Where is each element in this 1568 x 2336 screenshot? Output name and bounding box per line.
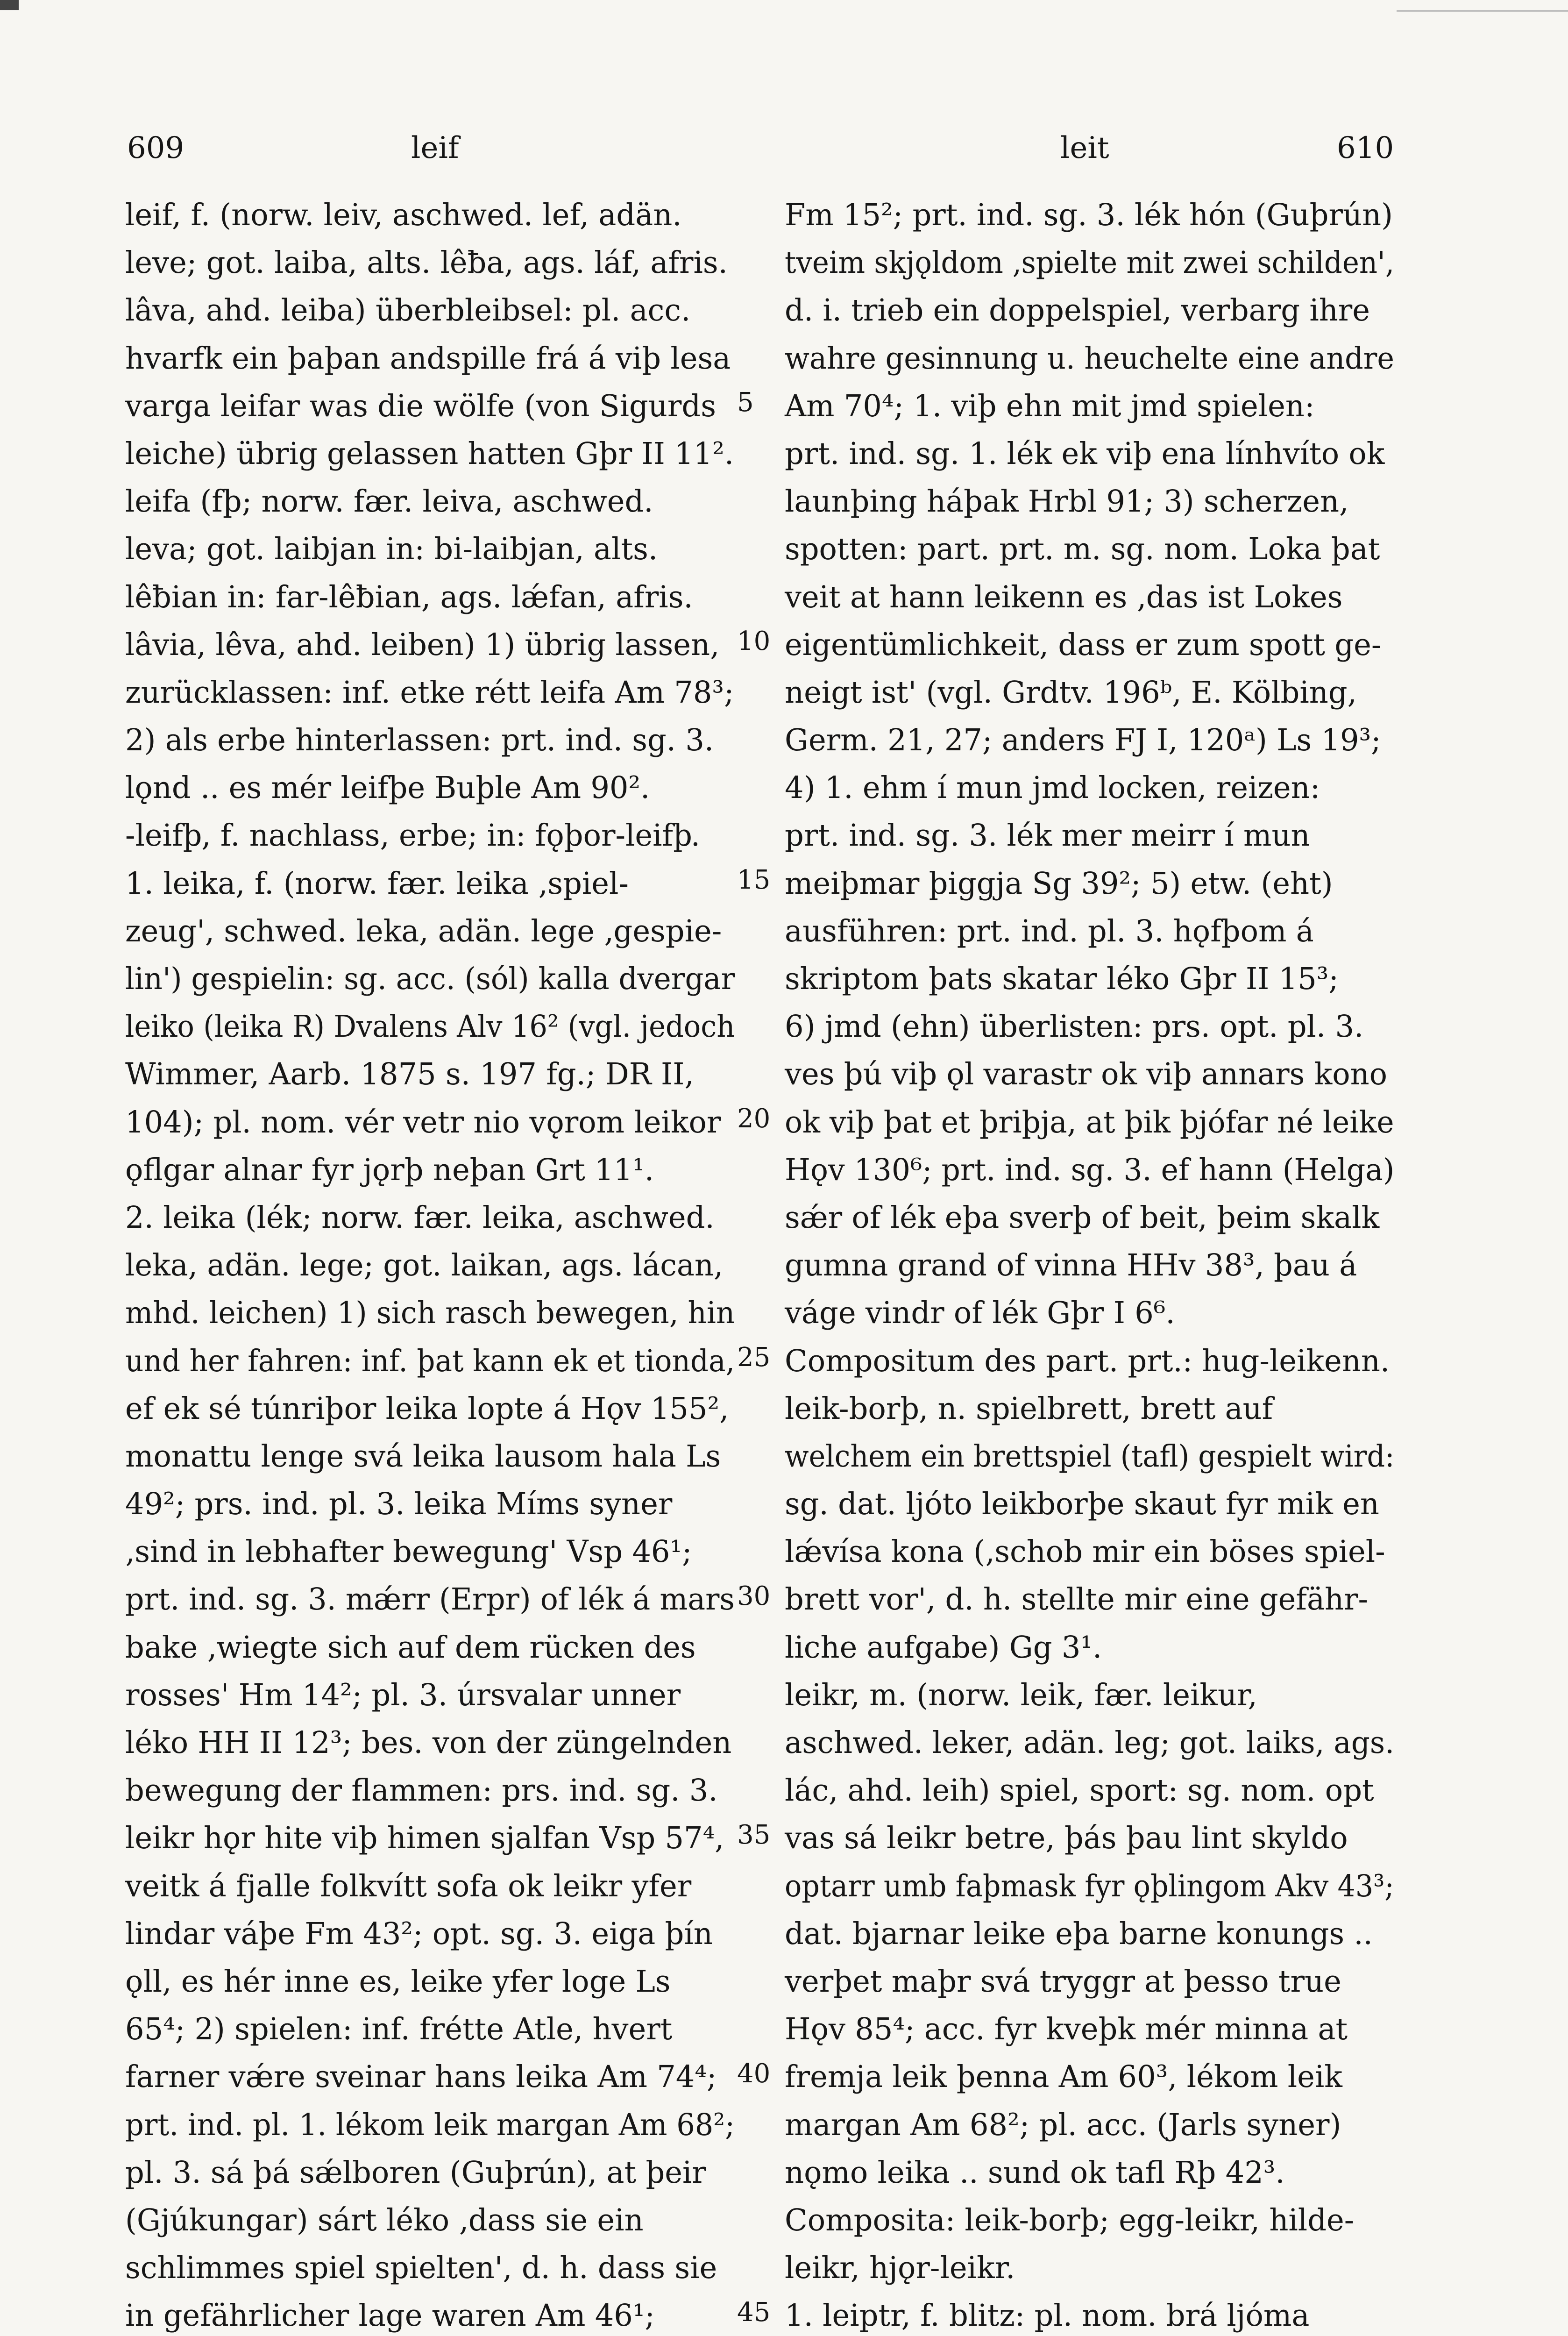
text-line: hvarfk ein þaþan andspille frá á viþ lesa [125,341,731,376]
text-line: farner vǽre sveinar hans leika Am 74⁴; [125,2059,717,2095]
text-line: leve; got. laiba, alts. lêƀa, ags. láf, afris. [125,245,728,281]
line-number: 25 [737,1342,771,1373]
text-line: zurücklassen: inf. etke rétt leifa Am 78³; [125,675,734,710]
text-line: gumna grand of vinna HHv 38³, þau á [785,1248,1357,1283]
text-line: wahre gesinnung u. heuchelte eine andre [785,341,1395,376]
text-line: prt. ind. sg. 3. mǽrr (Erpr) of lék á mars [125,1582,735,1617]
text-line: nǫmo leika .. sund ok tafl Rþ 42³. [785,2155,1285,2190]
top-edge-rule [1397,10,1568,12]
text-line: lindar váþe Fm 43²; opt. sg. 3. eiga þín [125,1916,713,1951]
text-line: rosses' Hm 14²; pl. 3. úrsvalar unner [125,1677,681,1713]
text-line: neigt ist' (vgl. Grdtv. 196ᵇ, E. Kölbing, [785,675,1357,710]
right-page-number: 610 [1337,131,1394,165]
left-page-number: 609 [127,131,184,165]
text-line: tveim skjǫldom ‚spielte mit zwei schilden', [785,245,1395,281]
text-line: (Gjúkungar) sárt léko ‚dass sie ein [125,2202,644,2238]
text-line: meiþmar þiggja Sg 39²; 5) etw. (eht) [785,866,1333,901]
text-line: 2. leika (lék; norw. fær. leika, aschwed. [125,1200,715,1235]
text-line: Germ. 21, 27; anders FJ I, 120ᵃ) Ls 19³; [785,723,1381,758]
text-line: 1. leika, f. (norw. fær. leika ‚spiel- [125,866,629,901]
line-number: 30 [737,1581,771,1611]
text-line: Wimmer, Aarb. 1875 s. 197 fg.; DR II, [125,1057,694,1092]
text-line: Fm 15²; prt. ind. sg. 3. lék hón (Guþrún) [785,198,1393,233]
line-number: 20 [737,1103,771,1134]
text-line: optarr umb faþmask fyr ǫþlingom Akv 43³; [785,1868,1394,1904]
line-number: 45 [737,2297,771,2328]
text-line: leiche) übrig gelassen hatten Gþr II 11². [125,436,734,471]
text-line: lǽvísa kona (‚schob mir ein böses spiel- [785,1534,1385,1570]
text-line: leikr hǫr hite viþ himen sjalfan Vsp 57⁴, [125,1821,724,1856]
text-line: liche aufgabe) Gg 3¹. [785,1630,1102,1665]
text-line: prt. ind. pl. 1. lékom leik margan Am 68²; [125,2107,735,2143]
text-line: 2) als erbe hinterlassen: prt. ind. sg. 3. [125,723,714,758]
line-number: 15 [737,864,771,895]
text-line: leiko (leika R) Dvalens Alv 16² (vgl. jedoch [125,1009,735,1045]
text-line: ves þú viþ ǫl varastr ok viþ annars kono [785,1057,1388,1092]
text-line: leka, adän. lege; got. laikan, ags. lácan, [125,1248,724,1283]
text-line: bewegung der flammen: prs. ind. sg. 3. [125,1773,718,1809]
text-line: Composita: leik-borþ; egg-leikr, hilde- [785,2202,1355,2238]
text-line: lác, ahd. leih) spiel, sport: sg. nom. opt [785,1773,1374,1809]
text-line: 1. leiptr, f. blitz: pl. nom. brá ljóma [785,2298,1310,2334]
line-number: 10 [737,626,771,656]
text-line: prt. ind. sg. 3. lék mer meirr í mun [785,818,1310,854]
text-line: Compositum des part. prt.: hug-leikenn. [785,1343,1390,1379]
text-line: ausführen: prt. ind. pl. 3. hǫfþom á [785,913,1314,949]
text-line: varga leifar was die wölfe (von Sigurds [125,388,716,424]
text-line: lâvia, lêva, ahd. leiben) 1) übrig lassen, [125,627,720,662]
text-line: spotten: part. prt. m. sg. nom. Loka þat [785,532,1380,567]
text-line: 4) 1. ehm í mun jmd locken, reizen: [785,770,1320,806]
text-line: aschwed. leker, adän. leg; got. laiks, ags. [785,1725,1395,1760]
text-line: in gefährlicher lage waren Am 46¹; [125,2298,655,2334]
text-line: ǫll, es hér inne es, leike yfer loge Ls [125,1964,671,1999]
text-line: leikr, hjǫr-leikr. [785,2251,1015,2286]
text-line: monattu lenge svá leika lausom hala Ls [125,1439,721,1474]
text-line: fremja leik þenna Am 60³, lékom leik [785,2059,1342,2095]
text-line: Hǫv 85⁴; acc. fyr kveþk mér minna at [785,2012,1348,2047]
text-line: schlimmes spiel spielten', d. h. dass sie [125,2251,717,2286]
text-line: 6) jmd (ehn) überlisten: prs. opt. pl. 3. [785,1009,1364,1045]
line-number: 35 [737,1819,771,1850]
text-line: leva; got. laibjan in: bi-laibjan, alts. [125,532,658,567]
text-line: leik-borþ, n. spielbrett, brett auf [785,1391,1273,1426]
text-line: sg. dat. ljóto leikborþe skaut fyr mik en [785,1487,1379,1522]
text-line: ok viþ þat et þriþja, at þik þjófar né leike [785,1104,1394,1140]
text-line: prt. ind. sg. 1. lék ek viþ ena línhvíto ok [785,436,1385,471]
text-line: zeug', schwed. leka, adän. lege ‚gespie- [125,913,722,949]
text-line: vas sá leikr betre, þás þau lint skyldo [785,1821,1348,1856]
text-line: bake ‚wiegte sich auf dem rücken des [125,1630,696,1665]
text-line: Hǫv 130⁶; prt. ind. sg. 3. ef hann (Helga) [785,1152,1395,1188]
text-line: leikr, m. (norw. leik, fær. leikur, [785,1677,1257,1713]
text-line: pl. 3. sá þá sǽlboren (Guþrún), at þeir [125,2155,706,2190]
text-line: dat. bjarnar leike eþa barne konungs .. [785,1916,1373,1951]
text-line: verþet maþr svá tryggr at þesso true [785,1964,1341,1999]
left-column [125,192,742,2336]
line-number: 40 [737,2058,771,2089]
text-line: ef ek sé túnriþor leika lopte á Hǫv 155², [125,1391,729,1426]
text-line: sǽr of lék eþa sverþ of beit, þeim skalk [785,1200,1380,1235]
text-line: margan Am 68²; pl. acc. (Jarls syner) [785,2107,1341,2143]
text-line: léko HH II 12³; bes. von der züngelnden [125,1725,732,1760]
text-line: veitk á fjalle folkvítt sofa ok leikr yfer [125,1868,692,1904]
text-line: lêƀian in: far-lêƀian, ags. lǽfan, afris. [125,579,693,615]
text-line: welchem ein brettspiel (tafl) gespielt wird: [785,1439,1395,1474]
text-line: veit at hann leikenn es ‚das ist Lokes [785,579,1343,615]
text-line: leifa (fþ; norw. fær. leiva, aschwed. [125,484,653,520]
text-line: 49²; prs. ind. pl. 3. leika Míms syner [125,1487,673,1522]
text-line: brett vor', d. h. stellte mir eine gefähr- [785,1582,1369,1617]
running-header [0,131,1568,182]
left-headword: leif [411,131,459,165]
text-line: ǫflgar alnar fyr jǫrþ neþan Grt 11¹. [125,1152,654,1188]
text-line: mhd. leichen) 1) sich rasch bewegen, hin [125,1296,735,1331]
text-line: Am 70⁴; 1. viþ ehn mit jmd spielen: [785,388,1315,424]
text-line: lǫnd .. es mér leifþe Buþle Am 90². [125,770,650,806]
text-line: váge vindr of lék Gþr I 6⁶. [785,1296,1175,1331]
text-line: leif, f. (norw. leiv, aschwed. lef, adän. [125,198,682,233]
text-line: und her fahren: inf. þat kann ek et tionda, [125,1343,735,1379]
text-line: 104); pl. nom. vér vetr nio vǫrom leikor [125,1104,721,1140]
text-line: skriptom þats skatar léko Gþr II 15³; [785,961,1339,997]
line-number: 5 [737,387,754,418]
text-line: eigentümlichkeit, dass er zum spott ge- [785,627,1382,662]
text-line: ‚sind in lebhafter bewegung' Vsp 46¹; [125,1534,692,1570]
text-line: launþing háþak Hrbl 91; 3) scherzen, [785,484,1349,520]
text-line: lâva, ahd. leiba) überbleibsel: pl. acc. [125,293,691,328]
text-line: -leifþ, f. nachlass, erbe; in: fǫþor-leifþ. [125,818,701,854]
left-edge-mark [0,0,19,10]
text-line: lin') gespielin: sg. acc. (sól) kalla dvergar [125,961,735,997]
text-line: d. i. trieb ein doppelspiel, verbarg ihre [785,293,1370,328]
text-line: 65⁴; 2) spielen: inf. frétte Atle, hvert [125,2012,673,2047]
right-headword: leit [1060,131,1109,165]
right-column [785,192,1401,2336]
